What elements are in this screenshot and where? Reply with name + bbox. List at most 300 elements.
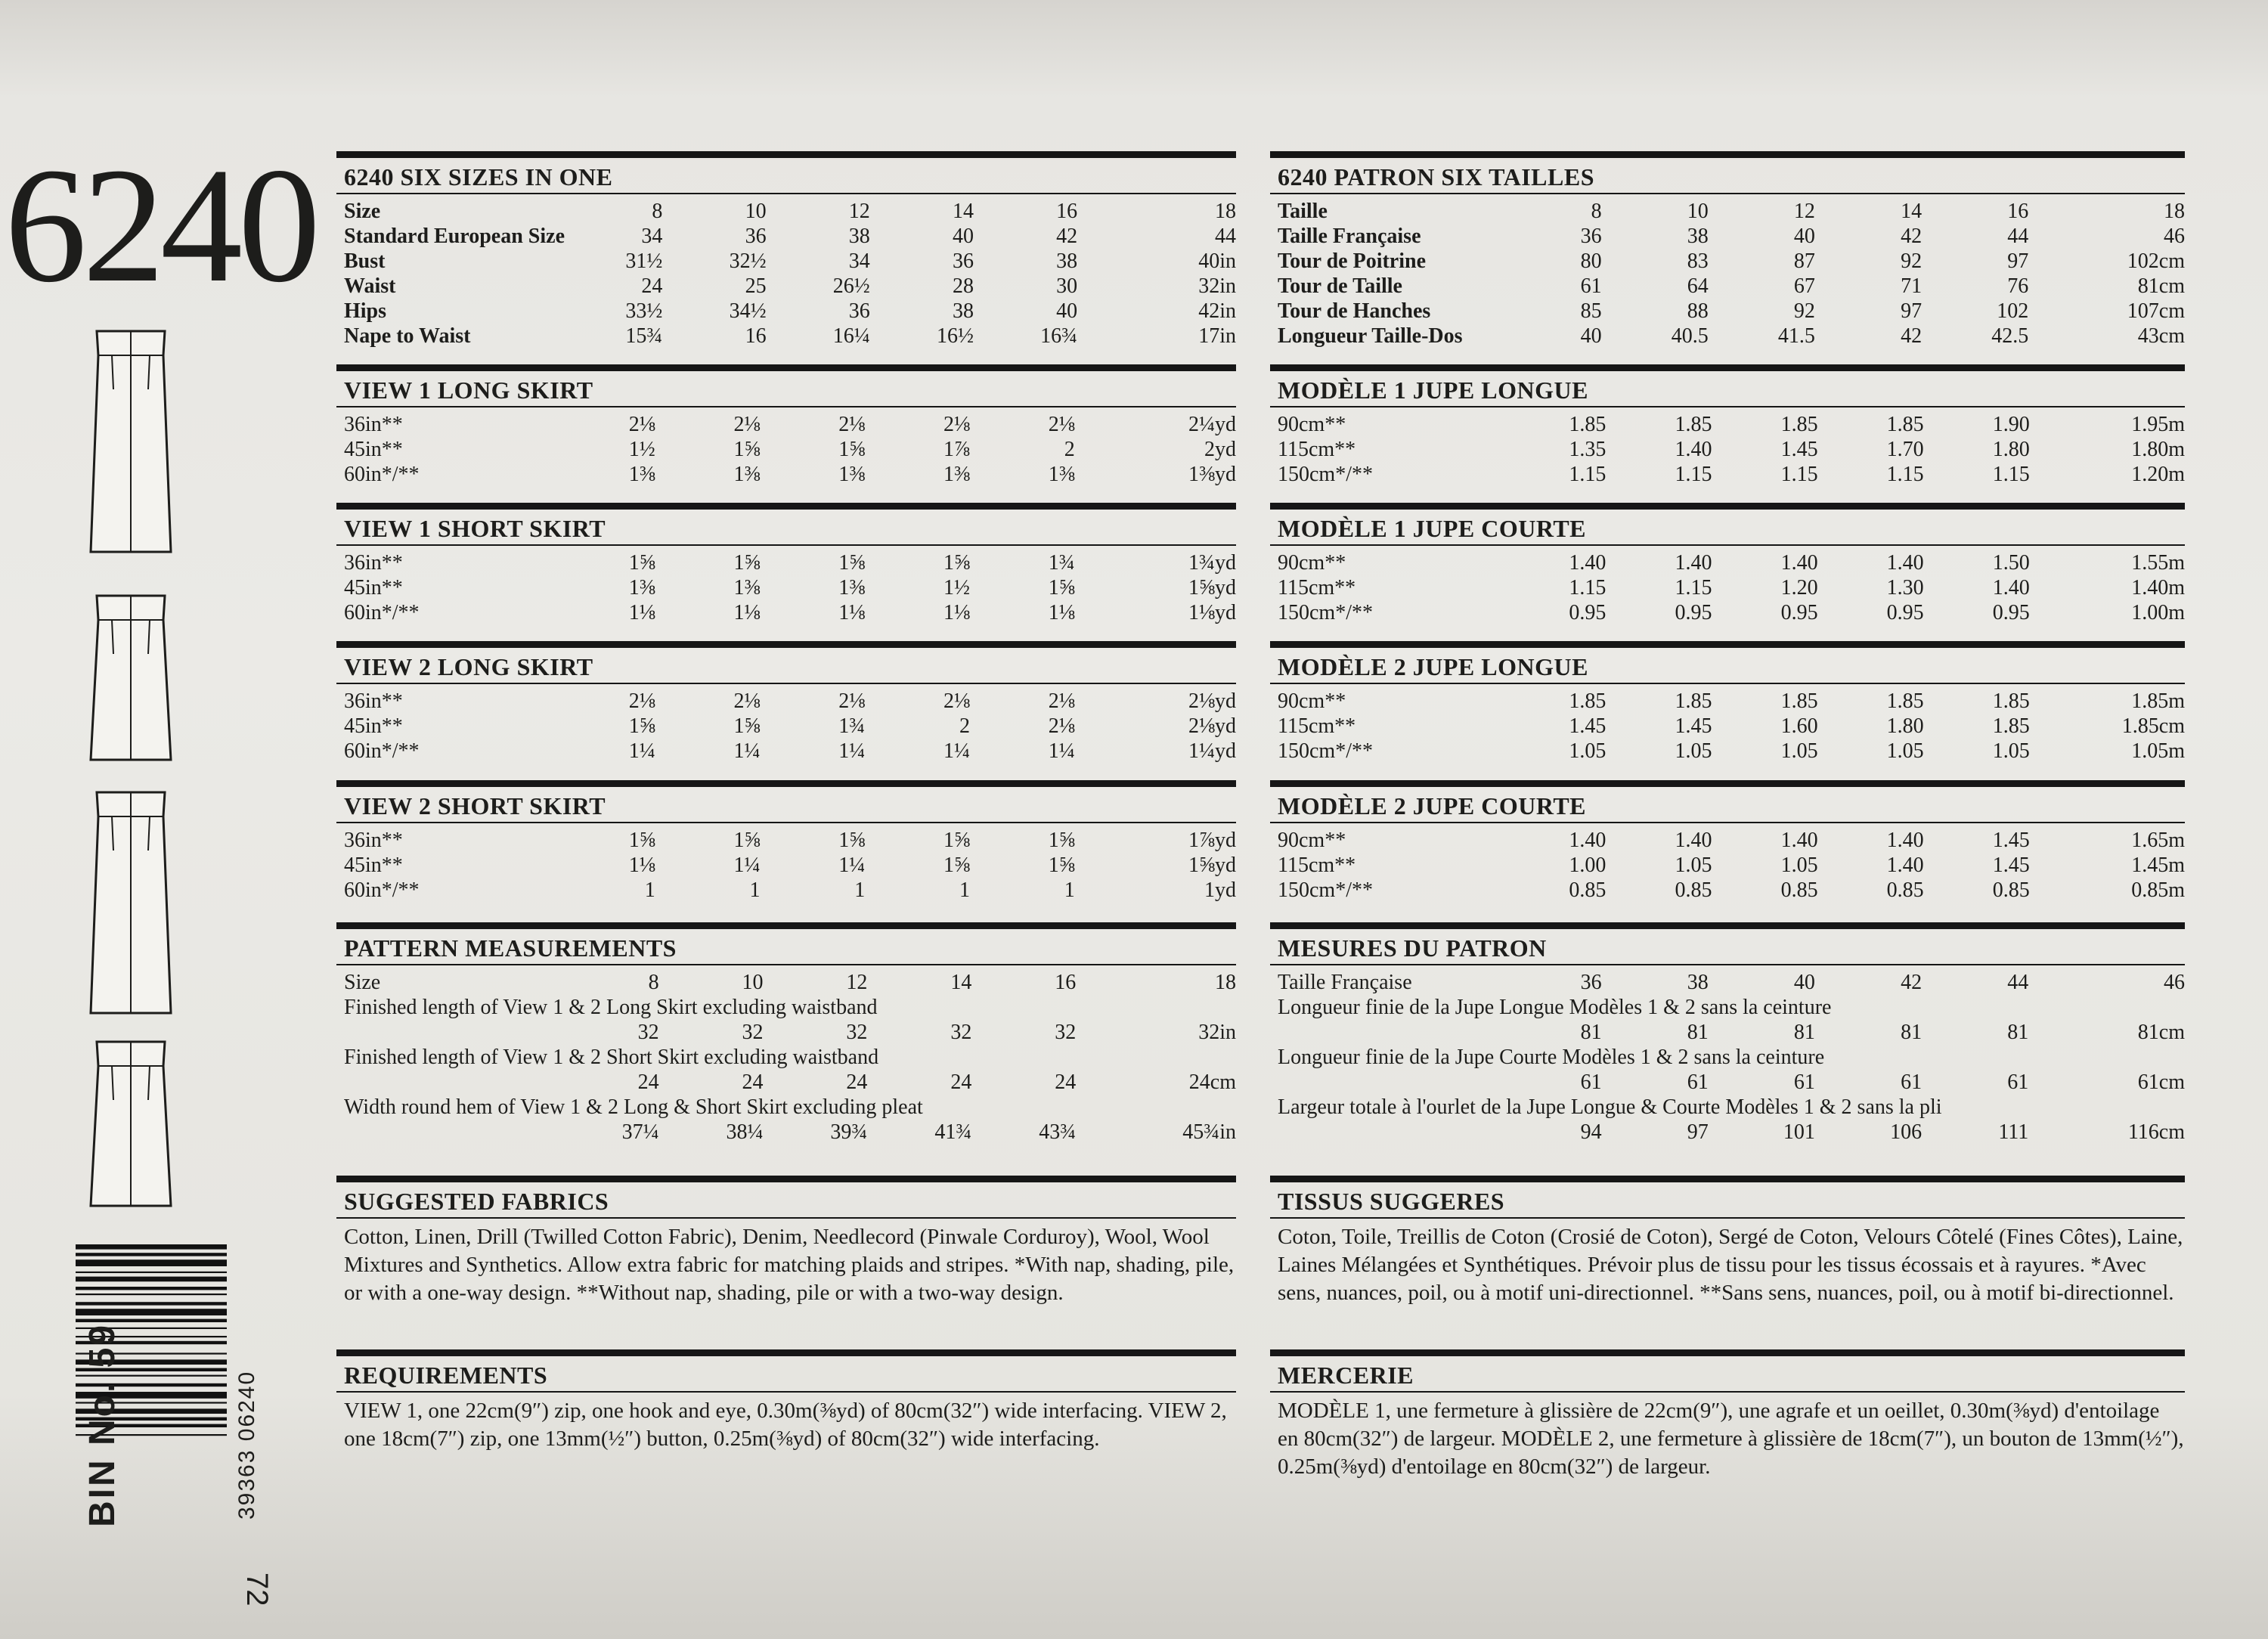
table-cell: 2⅛yd xyxy=(1188,689,1236,713)
section-rule xyxy=(1270,364,2185,371)
table-row xyxy=(336,600,1236,625)
table-cell: 1.05 xyxy=(1992,739,2030,763)
section-underline xyxy=(1270,683,2185,684)
table-cell: 1.95m xyxy=(2131,413,2185,436)
table-cell: 18 xyxy=(1215,200,1236,223)
table-cell: 1⅞ xyxy=(943,438,970,461)
table-cell: 0.85m xyxy=(2131,878,2185,902)
table-cell: 1.05 xyxy=(1675,739,1712,763)
table-cell: 1.40 xyxy=(1886,829,1924,852)
table-cell: 81 xyxy=(2007,1021,2029,1044)
table-cell: 38 xyxy=(952,299,974,323)
english-yardage-table xyxy=(336,550,1236,625)
table-cell: 97 xyxy=(2007,249,2029,273)
table-cell: 1.80 xyxy=(1992,438,2030,461)
fabric-width: 150cm*/** xyxy=(1278,463,1373,486)
table-row xyxy=(336,1045,1236,1070)
table-cell: 106 xyxy=(1890,1120,1923,1144)
section-underline xyxy=(336,406,1236,407)
table-cell: 38 xyxy=(1687,225,1709,248)
fabric-width: 36in** xyxy=(344,689,403,713)
table-cell: 1.85 xyxy=(1569,413,1606,436)
table-row xyxy=(336,249,1236,274)
fabric-width: 36in** xyxy=(344,829,403,852)
table-cell: 1.85 xyxy=(1780,413,1818,436)
table-cell: 40 xyxy=(1580,324,1602,348)
barcode-bar xyxy=(76,1244,227,1250)
table-cell: 1.85 xyxy=(1886,689,1924,713)
section-underline xyxy=(336,1217,1236,1219)
section-rule xyxy=(1270,641,2185,648)
section-underline xyxy=(1270,1391,2185,1393)
table-cell: 32½ xyxy=(729,249,767,273)
table-cell: 2⅛yd xyxy=(1188,714,1236,738)
table-cell: 1¾ xyxy=(838,714,866,738)
table-row xyxy=(336,853,1236,878)
table-row xyxy=(336,689,1236,714)
fabric-width: 115cm** xyxy=(1278,576,1356,600)
table-cell: 1⅞yd xyxy=(1188,829,1236,852)
table-row xyxy=(336,995,1236,1020)
english-yardage-section xyxy=(336,503,1236,625)
table-cell: 24cm xyxy=(1188,1070,1236,1094)
spacer-cell xyxy=(336,1070,622,1095)
section-underline xyxy=(1270,193,2185,194)
table-cell: 1⅝ xyxy=(733,829,761,852)
table-cell: 42 xyxy=(1901,971,1923,994)
english-yardage-section xyxy=(336,641,1236,764)
table-row xyxy=(336,828,1236,853)
table-cell: 17in xyxy=(1198,324,1236,348)
section-title: REQUIREMENTS xyxy=(344,1362,548,1389)
table-cell: 1⅜ xyxy=(838,463,866,486)
table-cell: 37¼ xyxy=(621,1120,659,1144)
table-cell: 31½ xyxy=(625,249,663,273)
french-requirements-section xyxy=(1270,1349,2185,1481)
table-row xyxy=(1270,550,2185,575)
fabric-width: 150cm*/** xyxy=(1278,739,1373,763)
table-row xyxy=(1270,1070,2185,1095)
row-label: Tour de Poitrine xyxy=(1278,249,1427,273)
table-cell: 1⅝ xyxy=(628,714,655,738)
table-cell: 28 xyxy=(952,274,974,298)
table-cell: 1.65m xyxy=(2131,829,2185,852)
table-cell: 0.95 xyxy=(1675,601,1712,624)
french-measurements-section xyxy=(1270,922,2185,1145)
section-title: MERCERIE xyxy=(1278,1362,1414,1389)
table-row xyxy=(1270,878,2185,903)
table-cell: 1.85 xyxy=(1886,413,1924,436)
table-cell: 0.85 xyxy=(1569,878,1606,902)
section-rule xyxy=(1270,151,2185,158)
section-underline xyxy=(336,193,1236,194)
table-cell: 24 xyxy=(641,274,663,298)
section-title: MODÈLE 1 JUPE COURTE xyxy=(1278,515,1587,542)
table-cell: 34½ xyxy=(729,299,767,323)
table-row xyxy=(1270,1120,2185,1145)
table-cell: 2⅛ xyxy=(1048,714,1075,738)
table-cell: 44 xyxy=(2007,971,2029,994)
row-label: Taille Française xyxy=(1278,971,1412,994)
table-cell: 0.85 xyxy=(1992,878,2030,902)
fabric-width: 45in** xyxy=(344,576,403,600)
table-cell: 102 xyxy=(1997,299,2029,323)
table-cell: 41¾ xyxy=(934,1120,972,1144)
table-cell: 1⅝ xyxy=(838,829,866,852)
table-cell: 1⅝ xyxy=(1048,829,1075,852)
table-cell: 1¼ xyxy=(733,739,761,763)
table-cell: 81 xyxy=(1901,1021,1923,1044)
table-cell: 2⅛ xyxy=(733,689,761,713)
table-cell: 1⅜ xyxy=(838,576,866,600)
table-cell: 1¼ xyxy=(1048,739,1075,763)
spacer-cell xyxy=(1270,1020,1571,1045)
table-row xyxy=(1270,995,2185,1020)
table-cell: 2⅛ xyxy=(1048,689,1075,713)
row-label: Tour de Hanches xyxy=(1278,299,1431,323)
table-cell: 1.05 xyxy=(1675,854,1712,877)
table-cell: 8 xyxy=(1591,200,1602,223)
table-cell: 1⅛ xyxy=(838,601,866,624)
section-underline xyxy=(1270,544,2185,546)
table-cell: 1.80 xyxy=(1886,714,1924,738)
table-cell: 14 xyxy=(952,200,974,223)
spacer-cell xyxy=(1270,1120,1571,1145)
table-cell: 30 xyxy=(1056,274,1078,298)
table-cell: 1.45 xyxy=(1569,714,1606,738)
table-cell: 1⅜ xyxy=(733,463,761,486)
table-cell: 34 xyxy=(641,225,663,248)
table-cell: 1.20 xyxy=(1780,576,1818,600)
fabric-width: 60in*/** xyxy=(344,463,420,486)
english-yardage-section xyxy=(336,364,1236,487)
section-underline xyxy=(1270,1217,2185,1219)
table-cell: 1.85 xyxy=(1675,689,1712,713)
table-cell: 101 xyxy=(1783,1120,1815,1144)
table-cell: 81cm xyxy=(2137,274,2185,298)
english-yardage-table xyxy=(336,828,1236,903)
table-cell: 46 xyxy=(2164,971,2185,994)
table-cell: 61 xyxy=(1793,1070,1815,1094)
french-yardage-table xyxy=(1270,550,2185,625)
table-cell: 1.85 xyxy=(1992,689,2030,713)
table-cell: 1.05 xyxy=(1780,739,1818,763)
table-row xyxy=(336,1095,1236,1120)
table-cell: 1.40m xyxy=(2131,576,2185,600)
table-cell: 1.55m xyxy=(2131,551,2185,575)
table-row xyxy=(1270,575,2185,600)
table-cell: 81 xyxy=(1793,1021,1815,1044)
table-cell: 1½ xyxy=(628,438,655,461)
skirt-short-back-view xyxy=(82,590,180,771)
table-row xyxy=(336,878,1236,903)
table-cell: 18 xyxy=(2164,200,2185,223)
table-cell: 1⅛ xyxy=(628,854,655,877)
table-cell: 42in xyxy=(1198,299,1236,323)
table-cell: 67 xyxy=(1793,274,1815,298)
table-cell: 1⅜ xyxy=(943,463,970,486)
table-cell: 83 xyxy=(1687,249,1709,273)
table-cell: 1.85cm xyxy=(2121,714,2185,738)
english-yardage-table xyxy=(336,412,1236,487)
table-cell: 12 xyxy=(848,200,870,223)
fabric-width: 60in*/** xyxy=(344,878,420,902)
table-cell: 1.85 xyxy=(1569,689,1606,713)
table-cell: 1½ xyxy=(943,576,970,600)
table-row xyxy=(336,412,1236,437)
table-cell: 0.95 xyxy=(1886,601,1924,624)
table-cell: 24 xyxy=(742,1070,764,1094)
table-cell: 2 xyxy=(959,714,970,738)
fabrics-text: Cotton, Linen, Drill (Twilled Cotton Fabric), Denim, Needlecord (Pinwale Corduroy), Wool, Wool Mixtures and Synthetics. Allow extra fabric for matching plaids and stripes. *With nap, shading, pile, or with a one-way design. **Without nap, shading, pile or with a two-way design. xyxy=(344,1225,1235,1305)
fabric-width: 150cm*/** xyxy=(1278,601,1373,624)
table-cell: 10 xyxy=(745,200,767,223)
table-cell: 1⅝ xyxy=(628,551,655,575)
table-cell: 1¼ xyxy=(838,854,866,877)
table-cell: 8 xyxy=(652,200,663,223)
table-cell: 46 xyxy=(2164,225,2185,248)
table-cell: 36 xyxy=(1580,971,1602,994)
table-cell: 71 xyxy=(1901,274,1923,298)
table-row xyxy=(1270,600,2185,625)
table-cell: 1 xyxy=(749,878,761,902)
table-cell: 94 xyxy=(1580,1120,1602,1144)
table-cell: 32 xyxy=(637,1021,659,1044)
table-cell: 1 xyxy=(854,878,866,902)
table-row xyxy=(336,575,1236,600)
table-cell: 16¾ xyxy=(1040,324,1078,348)
table-cell: 76 xyxy=(2007,274,2029,298)
table-row xyxy=(1270,224,2185,249)
fabric-width: 45in** xyxy=(344,438,403,461)
table-cell: 1⅝yd xyxy=(1188,854,1236,877)
table-cell: 1.45m xyxy=(2131,854,2185,877)
table-cell: 34 xyxy=(848,249,870,273)
spacer-cell xyxy=(336,1020,622,1045)
section-underline xyxy=(1270,406,2185,407)
table-cell: 2⅛ xyxy=(943,689,970,713)
barcode-digits: 39363 06240 xyxy=(234,1370,259,1520)
table-cell: 61 xyxy=(1580,1070,1602,1094)
section-rule xyxy=(336,1349,1236,1356)
table-cell: 14 xyxy=(1901,200,1923,223)
skirt-short-back-view-2 xyxy=(82,1036,180,1217)
table-cell: 1.05 xyxy=(1780,854,1818,877)
table-cell: 2⅛ xyxy=(628,689,655,713)
fabric-width: 36in** xyxy=(344,413,403,436)
table-cell: 0.95 xyxy=(1569,601,1606,624)
table-cell: 8 xyxy=(648,971,659,994)
table-cell: 32 xyxy=(846,1021,868,1044)
table-cell: 18 xyxy=(1215,971,1236,994)
table-cell: 1.40 xyxy=(1886,854,1924,877)
section-rule xyxy=(1270,1176,2185,1182)
table-cell: 40in xyxy=(1198,249,1236,273)
french-fabrics-section xyxy=(1270,1176,2185,1307)
table-cell: 1.45 xyxy=(1780,438,1818,461)
section-underline xyxy=(1270,822,2185,823)
table-cell: 1⅛ xyxy=(733,601,761,624)
table-cell: 16¼ xyxy=(832,324,870,348)
table-cell: 1⅝ xyxy=(943,829,970,852)
barcode-bar xyxy=(76,1272,227,1273)
table-cell: 1¼ xyxy=(628,739,655,763)
section-rule xyxy=(1270,503,2185,510)
table-row xyxy=(1270,714,2185,739)
table-cell: 36 xyxy=(952,249,974,273)
table-cell: 61 xyxy=(2007,1070,2029,1094)
table-cell: 1.40 xyxy=(1675,551,1712,575)
section-title: 6240 SIX SIZES IN ONE xyxy=(344,163,613,191)
french-yardage-section xyxy=(1270,364,2185,487)
table-row xyxy=(1270,199,2185,224)
table-cell: 1¼yd xyxy=(1188,739,1236,763)
table-cell: 39¾ xyxy=(830,1120,868,1144)
table-cell: 42.5 xyxy=(1991,324,2029,348)
section-title: MODÈLE 2 JUPE LONGUE xyxy=(1278,653,1588,680)
table-cell: 2⅛ xyxy=(943,413,970,436)
table-cell: 1⅜yd xyxy=(1188,463,1236,486)
table-cell: 61 xyxy=(1687,1070,1709,1094)
table-row xyxy=(336,299,1236,324)
table-cell: 1.85m xyxy=(2131,689,2185,713)
fabric-width: 90cm** xyxy=(1278,413,1346,436)
table-cell: 38 xyxy=(1687,971,1709,994)
table-row xyxy=(336,437,1236,462)
table-row xyxy=(1270,739,2185,764)
table-cell: 2 xyxy=(1064,438,1075,461)
row-label: Taille Française xyxy=(1278,225,1421,248)
table-cell: 1.40 xyxy=(1569,551,1606,575)
row-label: Nape to Waist xyxy=(344,324,471,348)
section-underline xyxy=(1270,964,2185,965)
table-cell: 12 xyxy=(1793,200,1815,223)
table-cell: 102cm xyxy=(2127,249,2185,273)
spacer-cell xyxy=(1270,1070,1571,1095)
english-requirements-section xyxy=(336,1349,1236,1453)
table-cell: 42 xyxy=(1056,225,1078,248)
fabric-width: 90cm** xyxy=(1278,829,1346,852)
table-cell: 1.80m xyxy=(2131,438,2185,461)
measurement-label: Longueur finie de la Jupe Longue Modèles 1 & 2 sans la ceinture xyxy=(1278,996,1832,1019)
table-cell: 16½ xyxy=(936,324,974,348)
table-cell: 24 xyxy=(846,1070,868,1094)
table-cell: 1.35 xyxy=(1569,438,1606,461)
table-cell: 1.40 xyxy=(1675,438,1712,461)
table-row xyxy=(1270,970,2185,995)
table-cell: 40 xyxy=(1793,225,1815,248)
table-cell: 61 xyxy=(1901,1070,1923,1094)
section-rule xyxy=(1270,922,2185,929)
table-cell: 16 xyxy=(745,324,767,348)
fabric-width: 45in** xyxy=(344,854,403,877)
fabric-width: 45in** xyxy=(344,714,403,738)
fabric-width: 115cm** xyxy=(1278,854,1356,877)
barcode-bar xyxy=(76,1294,227,1295)
table-row xyxy=(336,550,1236,575)
table-cell: 81 xyxy=(1580,1021,1602,1044)
english-fabrics-section xyxy=(336,1176,1236,1307)
table-cell: 1⅛ xyxy=(1048,601,1075,624)
section-rule xyxy=(336,780,1236,787)
table-cell: 1¼ xyxy=(943,739,970,763)
table-cell: 10 xyxy=(1687,200,1709,223)
row-label: Standard European Size xyxy=(344,225,565,248)
table-cell: 1.15 xyxy=(1569,576,1606,600)
table-row xyxy=(336,324,1236,349)
table-cell: 1 xyxy=(1064,878,1075,902)
french-yardage-table xyxy=(1270,412,2185,487)
section-title: VIEW 1 LONG SKIRT xyxy=(344,376,593,404)
table-cell: 16 xyxy=(2007,200,2029,223)
french-sizes-table xyxy=(1270,199,2185,349)
fabrics-text: Coton, Toile, Treillis de Coton (Crosié de Coton), Sergé de Coton, Velours Côtelé (Fines Côtes), Laine, Laines Mélangées et Synthétiques. Prévoir plus de tissu pour les tissus écossais et à rayures. *Avec sens, nuances, poil, ou à motif uni-directionnel. **Sans sens, nuances, poil, ou à motif bi-directionnel. xyxy=(1278,1225,2183,1305)
table-cell: 24 xyxy=(637,1070,659,1094)
section-title: VIEW 2 SHORT SKIRT xyxy=(344,792,606,820)
section-title: VIEW 1 SHORT SKIRT xyxy=(344,515,606,542)
row-label: Bust xyxy=(344,249,386,273)
table-row xyxy=(336,970,1236,995)
table-cell: 85 xyxy=(1580,299,1602,323)
table-cell: 38 xyxy=(848,225,870,248)
table-cell: 1⅜ xyxy=(628,576,655,600)
table-cell: 88 xyxy=(1687,299,1709,323)
table-cell: 1.15 xyxy=(1886,463,1924,486)
french-yardage-table xyxy=(1270,689,2185,764)
french-sizes-section xyxy=(1270,151,2185,349)
table-cell: 1.00m xyxy=(2131,601,2185,624)
english-measurements-table xyxy=(336,970,1236,1145)
row-label: Hips xyxy=(344,299,387,323)
table-cell: 43cm xyxy=(2137,324,2185,348)
table-row xyxy=(1270,412,2185,437)
table-row xyxy=(1270,299,2185,324)
table-cell: 40 xyxy=(1793,971,1815,994)
table-cell: 1 xyxy=(959,878,970,902)
table-cell: 1⅝ xyxy=(628,829,655,852)
table-cell: 1⅝ xyxy=(943,551,970,575)
table-cell: 64 xyxy=(1687,274,1709,298)
barcode-bar xyxy=(76,1309,227,1315)
table-cell: 1⅝ xyxy=(838,438,866,461)
table-cell: 1.20m xyxy=(2131,463,2185,486)
requirements-text: VIEW 1, one 22cm(9″) zip, one hook and eye, 0.30m(⅜yd) of 80cm(32″) wide interfacing. VIEW 2, one 18cm(7″) zip, one 13mm(½″) button, 0.25m(⅜yd) of 80cm(32″) wide interfacing. xyxy=(344,1399,1227,1451)
table-cell: 1.00 xyxy=(1569,854,1606,877)
table-cell: 0.95 xyxy=(1992,601,2030,624)
table-cell: 1.85 xyxy=(1780,689,1818,713)
table-cell: 1¾ xyxy=(1048,551,1075,575)
table-cell: 43¾ xyxy=(1039,1120,1077,1144)
table-row xyxy=(1270,249,2185,274)
table-cell: 92 xyxy=(1793,299,1815,323)
table-row xyxy=(336,739,1236,764)
table-cell: 1⅝ xyxy=(733,714,761,738)
table-cell: 111 xyxy=(1998,1120,2029,1144)
table-cell: 1.40 xyxy=(1992,576,2030,600)
table-cell: 15¾ xyxy=(625,324,663,348)
table-cell: 1⅝ xyxy=(838,551,866,575)
table-row xyxy=(1270,689,2185,714)
fabric-width: 115cm** xyxy=(1278,714,1356,738)
table-cell: 1.05 xyxy=(1569,739,1606,763)
french-yardage-table xyxy=(1270,828,2185,903)
table-cell: 1.60 xyxy=(1780,714,1818,738)
table-cell: 1.70 xyxy=(1886,438,1924,461)
table-cell: 45¾in xyxy=(1182,1120,1236,1144)
fabric-width: 115cm** xyxy=(1278,438,1356,461)
table-cell: 40 xyxy=(1056,299,1078,323)
table-cell: 1.40 xyxy=(1780,829,1818,852)
